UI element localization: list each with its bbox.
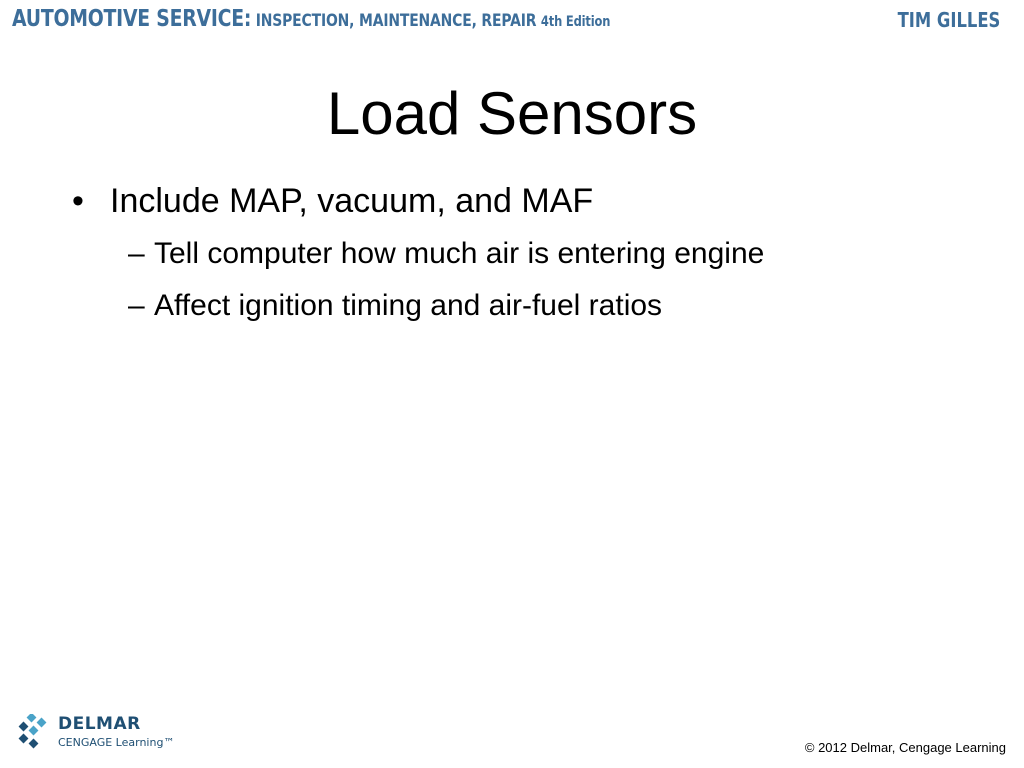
slide-title: Load Sensors [326,80,698,147]
author-name: TIM GILLES [897,8,1000,32]
book-title [12,6,610,32]
publisher-logo [16,712,216,756]
logo-delmar-text: DELMAR [58,714,141,734]
delmar-mark-icon [16,714,50,750]
bullet-text: Include MAP, vacuum, and MAF [110,182,594,220]
sub-bullet-text: Tell computer how much air is entering engine [154,237,765,270]
bullet-dash-icon: – [128,237,145,270]
bullet-dash-icon: – [128,289,145,322]
sub-bullet-text: Affect ignition timing and air-fuel ratios [154,289,663,322]
sub-bullet-list [72,228,984,332]
book-title-sub: INSPECTION, MAINTENANCE, REPAIR [255,11,537,31]
bullet-item [72,178,984,224]
bullet-list [72,178,984,332]
sub-bullet-item [128,228,984,280]
slide-header [12,6,1000,38]
copyright-notice: © 2012 Delmar, Cengage Learning [804,740,1006,755]
sub-bullet-item [128,280,984,332]
book-title-main: AUTOMOTIVE SERVICE: [12,6,252,32]
book-edition: 4th Edition [540,14,611,30]
logo-cengage-label: CENGAGE Learning [58,736,164,749]
logo-cengage-text [58,736,174,749]
bullet-dot-icon: • [72,182,84,220]
logo-trademark: ™ [163,736,175,749]
